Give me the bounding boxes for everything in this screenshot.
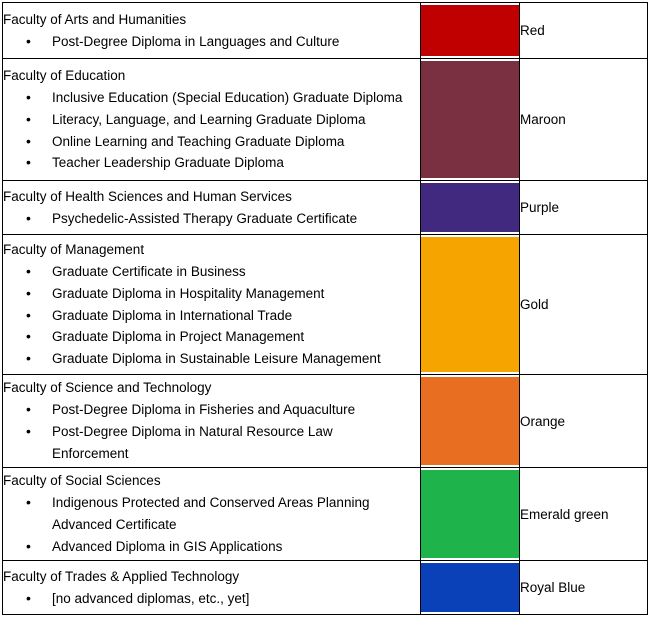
- program-item: • [no advanced diplomas, etc., yet]: [3, 588, 420, 610]
- color-swatch-cell: [421, 561, 520, 615]
- faculty-cell: [3, 561, 421, 615]
- faculty-name: Faculty of Health Sciences and Human Services: [3, 188, 292, 204]
- color-swatch-cell: [421, 235, 520, 375]
- color-swatch-cell: [421, 375, 520, 468]
- program-item: • Post-Degree Diploma in Languages and Culture: [3, 31, 420, 53]
- color-name: Orange: [520, 375, 648, 468]
- program-item: • Graduate Certificate in Business: [3, 261, 420, 283]
- faculty-row: [3, 468, 648, 561]
- program-list: [3, 87, 420, 174]
- program-item: • Indigenous Protected and Conserved Areas Planning Advanced Certificate: [3, 492, 420, 536]
- faculty-cell: [3, 59, 421, 181]
- program-list: [3, 31, 420, 53]
- program-item: • Literacy, Language, and Learning Graduate Diploma: [3, 109, 420, 131]
- color-name: Purple: [520, 181, 648, 235]
- faculty-name: Faculty of Education: [3, 67, 126, 83]
- color-swatch: [421, 237, 519, 372]
- program-item: • Graduate Diploma in Hospitality Management: [3, 283, 420, 305]
- faculty-cell: [3, 375, 421, 468]
- faculty-name: Faculty of Management: [3, 242, 145, 257]
- color-swatch-cell: [421, 3, 520, 59]
- program-list: [3, 208, 420, 230]
- color-swatch: [421, 377, 519, 465]
- faculty-cell: [3, 235, 421, 375]
- color-swatch: [421, 563, 519, 612]
- faculty-name: Faculty of Science and Technology: [3, 380, 212, 396]
- program-item: • Advanced Diploma in GIS Applications: [3, 536, 420, 558]
- faculty-cell: [3, 468, 421, 561]
- program-item: • Graduate Diploma in International Trade: [3, 305, 420, 327]
- program-list: [3, 399, 420, 464]
- color-name: Royal Blue: [520, 561, 648, 615]
- program-item: • Inclusive Education (Special Education) Graduate Diploma: [3, 87, 420, 109]
- color-name: Red: [520, 3, 648, 59]
- program-item: • Online Learning and Teaching Graduate Diploma: [3, 131, 420, 153]
- program-item: • Post-Degree Diploma in Natural Resource Law Enforcement: [3, 421, 420, 465]
- faculty-row: [3, 235, 648, 375]
- color-swatch: [421, 470, 519, 558]
- color-swatch-cell: [421, 468, 520, 561]
- program-item: • Graduate Diploma in Sustainable Leisure Management: [3, 348, 420, 370]
- color-swatch-cell: [421, 59, 520, 181]
- faculty-row: [3, 59, 648, 181]
- program-item: • Post-Degree Diploma in Fisheries and Aquaculture: [3, 399, 420, 421]
- color-name: Emerald green: [520, 468, 648, 561]
- faculty-color-table: [2, 2, 648, 615]
- faculty-name: Faculty of Social Sciences: [3, 473, 161, 489]
- program-item: • Graduate Diploma in Project Management: [3, 326, 420, 348]
- faculty-row: [3, 181, 648, 235]
- faculty-cell: [3, 181, 421, 235]
- program-item: • Psychedelic-Assisted Therapy Graduate Certificate: [3, 208, 420, 230]
- color-swatch: [421, 61, 519, 178]
- faculty-name: Faculty of Arts and Humanities: [3, 11, 187, 27]
- color-name: Maroon: [520, 59, 648, 181]
- faculty-row: [3, 3, 648, 59]
- faculty-cell: [3, 3, 421, 59]
- program-list: [3, 588, 420, 610]
- program-list: [3, 492, 420, 557]
- color-swatch-cell: [421, 181, 520, 235]
- color-swatch: [421, 5, 519, 56]
- faculty-name: Faculty of Trades & Applied Technology: [3, 568, 240, 584]
- program-item: • Teacher Leadership Graduate Diploma: [3, 152, 420, 174]
- faculty-row: [3, 375, 648, 468]
- program-list: [3, 261, 420, 370]
- faculty-row: [3, 561, 648, 615]
- color-name: Gold: [520, 235, 648, 375]
- color-swatch: [421, 183, 519, 232]
